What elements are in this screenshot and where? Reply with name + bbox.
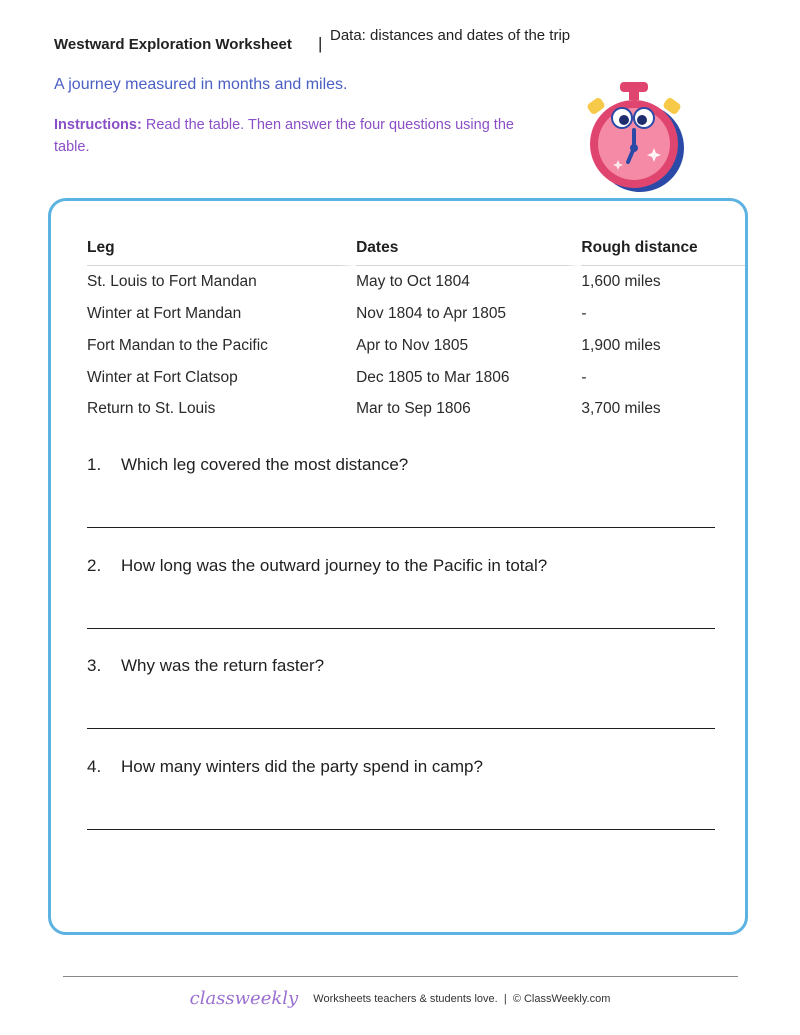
- question-text: Which leg covered the most distance?: [121, 455, 409, 474]
- table-cell-dates: Dec 1805 to Mar 1806: [356, 368, 510, 386]
- question-3: [87, 656, 715, 676]
- journey-table: [87, 233, 745, 425]
- footer-divider: [63, 976, 738, 977]
- question-number: 2.: [87, 556, 102, 575]
- question-4: [87, 757, 715, 777]
- question-number: 4.: [87, 757, 102, 776]
- worksheet-title: Westward Exploration Worksheet: [54, 36, 292, 53]
- instructions: [54, 114, 534, 158]
- table-cell-leg: Fort Mandan to the Pacific: [87, 337, 268, 355]
- question-text: How long was the outward journey to the Pacific in total?: [121, 556, 548, 575]
- question-number: 3.: [87, 656, 102, 675]
- question-text: How many winters did the party spend in camp?: [121, 757, 483, 776]
- worksheet-subtitle: Data: distances and dates of the trip: [330, 27, 571, 44]
- footer-tagline: Worksheets teachers & students love.: [313, 993, 498, 1005]
- table-cell-leg: St. Louis to Fort Mandan: [87, 272, 257, 290]
- answer-line-2[interactable]: [87, 628, 715, 629]
- answer-line-1[interactable]: [87, 527, 715, 528]
- table-header-row: [87, 233, 745, 266]
- footer-copyright: © ClassWeekly.com: [512, 993, 611, 1005]
- table-cell-dates: Mar to Sep 1806: [356, 400, 471, 418]
- table-cell-leg: Winter at Fort Clatsop: [87, 368, 238, 386]
- table-cell-dates: Apr to Nov 1805: [356, 337, 469, 355]
- stopwatch-icon: [578, 78, 690, 196]
- table-row: [87, 298, 745, 331]
- question-1: [87, 455, 715, 475]
- table-row: [87, 394, 745, 426]
- brand-logo: classweekly: [189, 988, 299, 1009]
- footer: [0, 988, 800, 1009]
- table-cell-distance: -: [581, 368, 587, 386]
- column-header-distance: Rough distance: [581, 233, 745, 266]
- question-2: [87, 556, 715, 576]
- table-cell-leg: Return to St. Louis: [87, 400, 216, 418]
- table-row: [87, 266, 745, 298]
- header-separator: |: [318, 34, 323, 53]
- column-header-leg: Leg: [87, 233, 356, 266]
- table-cell-dates: Nov 1804 to Apr 1805: [356, 305, 507, 322]
- table-row: [87, 331, 745, 363]
- table-cell-distance: -: [581, 305, 587, 322]
- column-header-dates: Dates: [356, 233, 581, 266]
- question-number: 1.: [87, 455, 102, 474]
- footer-separator: |: [503, 993, 507, 1005]
- table-cell-distance: 1,900 miles: [581, 337, 661, 355]
- table-cell-dates: May to Oct 1804: [356, 272, 470, 290]
- table-cell-distance: 3,700 miles: [581, 400, 661, 418]
- worksheet-card: [48, 198, 748, 935]
- instructions-label: Instructions:: [54, 117, 142, 133]
- instructions-text: Read the table. Then answer the four questions using the table.: [54, 117, 514, 155]
- worksheet-tagline: A journey measured in months and miles.: [54, 76, 348, 93]
- answer-line-3[interactable]: [87, 728, 715, 729]
- table-row: [87, 362, 745, 394]
- table-cell-leg: Winter at Fort Mandan: [87, 305, 242, 322]
- answer-line-4[interactable]: [87, 829, 715, 830]
- table-cell-distance: 1,600 miles: [581, 272, 661, 290]
- question-text: Why was the return faster?: [121, 656, 325, 675]
